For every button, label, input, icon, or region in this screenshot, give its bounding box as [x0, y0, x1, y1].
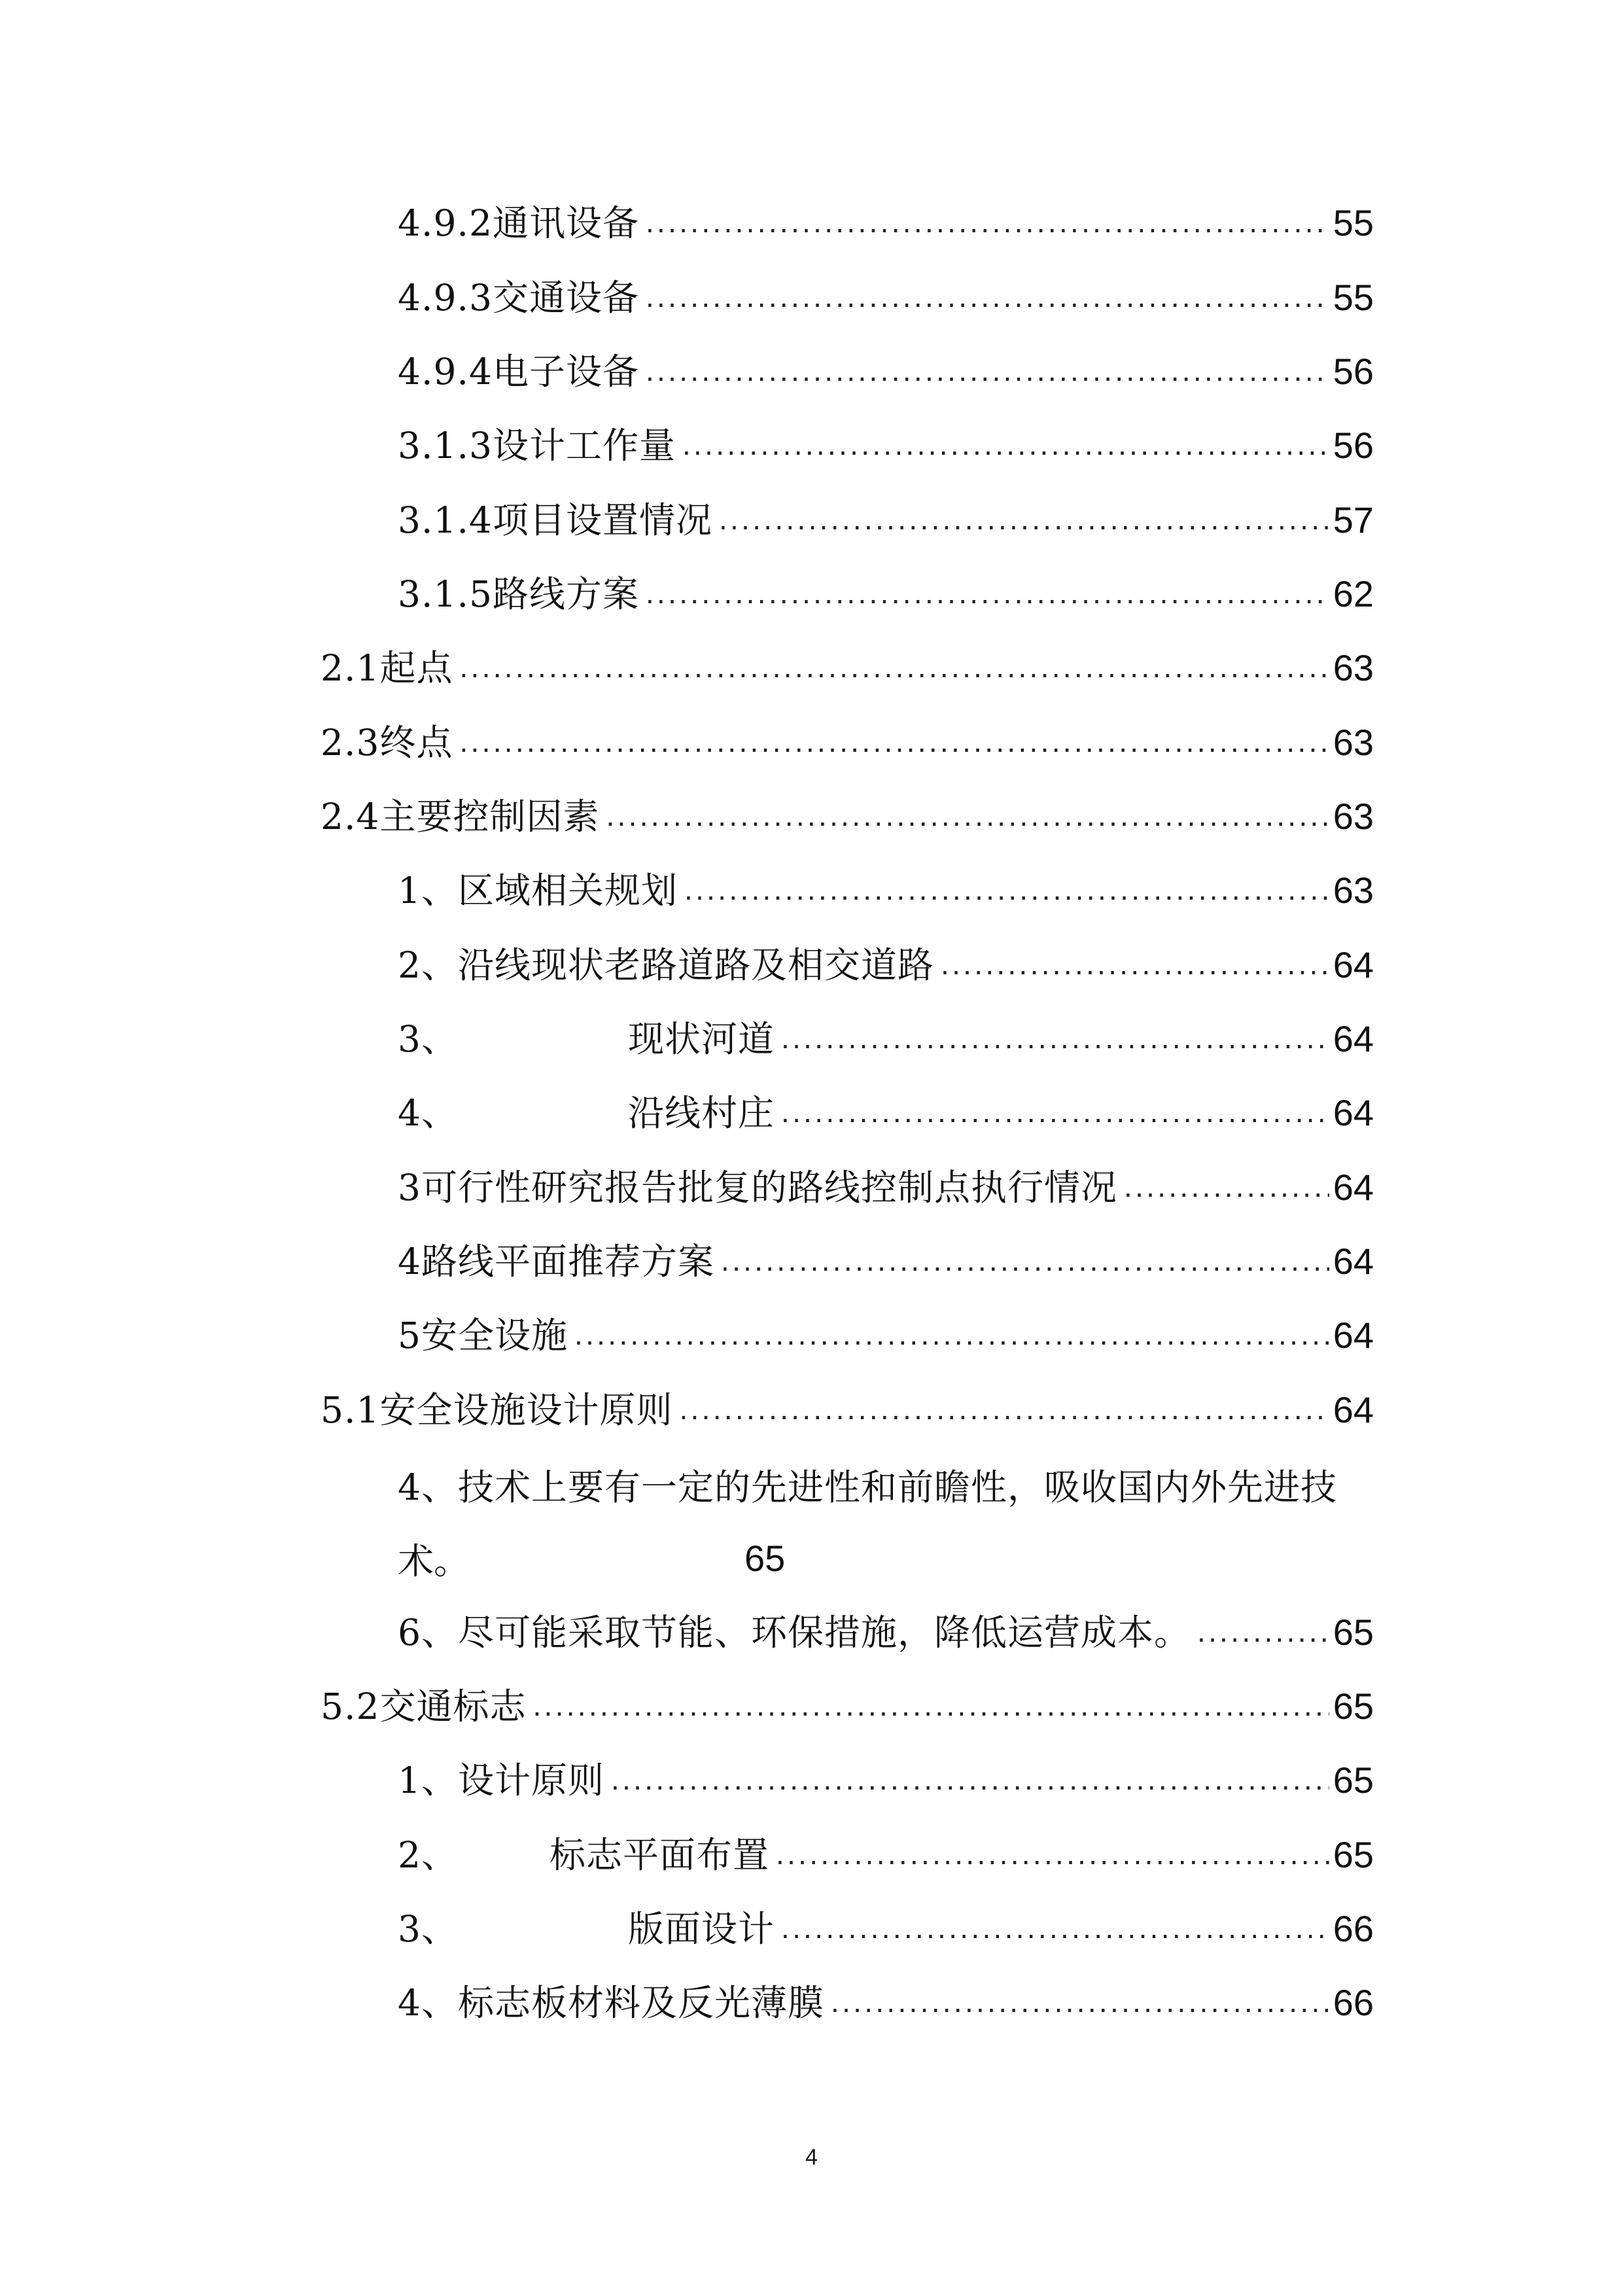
toc-entry-page: 64: [1333, 1018, 1374, 1059]
toc-entry-label: 6、尽可能采取节能、环保措施，降低运营成本。: [398, 1611, 1191, 1653]
toc-entry[interactable]: [398, 1224, 1374, 1299]
toc-entry[interactable]: [398, 334, 1374, 409]
toc-leader-dots: [679, 1394, 1329, 1447]
toc-entry[interactable]: [398, 1298, 1374, 1373]
toc-leader-dots: [532, 1690, 1329, 1744]
toc-entry-number: 4、: [398, 1091, 458, 1134]
toc-entry-page: 56: [1333, 425, 1374, 466]
page-number: 4: [805, 2145, 818, 2170]
toc-entry-page: 65: [1333, 1686, 1374, 1727]
toc-entry[interactable]: [398, 1595, 1374, 1670]
toc-entry-label: 5.2交通标志: [321, 1685, 527, 1727]
toc-leader-dots: [1124, 1171, 1329, 1225]
toc-leader-dots: [459, 726, 1329, 780]
toc-entry-label: [398, 1091, 775, 1134]
toc-entry-label: 2.1起点: [321, 646, 453, 689]
toc-entry[interactable]: [398, 186, 1374, 260]
toc-entry-page: 64: [1333, 1092, 1374, 1133]
toc-entry-label: 2.4主要控制因素: [321, 795, 600, 838]
toc-entry-page: 56: [1333, 351, 1374, 392]
toc-entry-page: 63: [1333, 870, 1374, 911]
toc-entry[interactable]: [321, 631, 1374, 705]
toc-entry-page: 55: [1333, 202, 1374, 243]
toc-entry[interactable]: [398, 1150, 1374, 1225]
toc-leader-dots: [459, 652, 1329, 705]
toc-entry-number: 3、: [398, 1017, 458, 1060]
toc-entry[interactable]: [398, 483, 1374, 557]
toc-entry-wrapped-line2[interactable]: [398, 1521, 785, 1595]
toc-leader-dots: [646, 207, 1329, 260]
toc-entry-page: 65: [1333, 1834, 1374, 1875]
toc-entry-label: 1、设计原则: [398, 1759, 604, 1801]
toc-entry-title: 现状河道: [628, 1017, 775, 1060]
toc-entry-label: 3.1.4项目设置情况: [398, 499, 712, 541]
toc-entry-page: 63: [1333, 796, 1374, 837]
toc-entry[interactable]: [398, 557, 1374, 631]
toc-entry-label: 4.9.3交通设备: [398, 276, 639, 319]
toc-entry-page: 62: [1333, 573, 1374, 614]
toc-leader-dots: [776, 1839, 1329, 1892]
toc-entry-label: 3.1.3设计工作量: [398, 424, 676, 467]
toc-entry-label: 3可行性研究报告批复的路线控制点执行情况: [398, 1166, 1117, 1209]
toc-entry-page: 65: [744, 1537, 786, 1579]
toc-entry[interactable]: [398, 928, 1374, 1002]
toc-leader-dots: [781, 1097, 1329, 1150]
toc-entry[interactable]: [398, 1892, 1374, 1966]
toc-entry-label: 3.1.5路线方案: [398, 573, 639, 615]
toc-entry-page: 64: [1333, 1167, 1374, 1208]
toc-entry[interactable]: [321, 705, 1374, 780]
toc-entry-label: [398, 1833, 770, 1876]
toc-leader-dots: [831, 1987, 1329, 2040]
toc-leader-dots: [611, 1764, 1329, 1818]
toc-entry-label: [398, 1907, 775, 1950]
toc-entry[interactable]: [398, 1743, 1374, 1818]
toc-entry[interactable]: [398, 1002, 1374, 1076]
toc-leader-dots: [682, 429, 1329, 483]
toc-entry[interactable]: [321, 1373, 1374, 1447]
toc-leader-dots: [646, 281, 1329, 335]
toc-leader-dots: [646, 355, 1329, 409]
toc-entry-page: 64: [1333, 944, 1374, 985]
toc-entry-page: 63: [1333, 722, 1374, 763]
toc-entry-number: 3、: [398, 1907, 458, 1950]
toc-entry-page: 57: [1333, 499, 1374, 540]
toc-entry-label: 4.9.4电子设备: [398, 350, 639, 393]
toc-entry-label: 5.1安全设施设计原则: [321, 1388, 673, 1431]
toc-entry-title: 版面设计: [628, 1907, 775, 1950]
toc-entry-label: 术。: [398, 1540, 470, 1582]
toc-entry-label: 4路线平面推荐方案: [398, 1240, 714, 1282]
toc-entry-page: 66: [1333, 1982, 1374, 2023]
toc-entry-page: 65: [1333, 1759, 1374, 1801]
toc-entry-label: 2、沿线现状老路道路及相交道路: [398, 944, 934, 986]
toc-leader-dots: [781, 1023, 1329, 1076]
toc-entry-page: 66: [1333, 1908, 1374, 1949]
toc-entry-page: 64: [1333, 1241, 1374, 1282]
toc-entry[interactable]: [398, 853, 1374, 928]
toc-leader-dots: [1197, 1616, 1329, 1670]
toc-leader-dots: [606, 800, 1329, 854]
toc-entry[interactable]: [398, 408, 1374, 483]
toc-entry-title: 标志平面布置: [550, 1833, 770, 1876]
toc-leader-dots: [941, 949, 1329, 1002]
toc-entry[interactable]: [321, 779, 1374, 854]
toc-leader-dots: [719, 504, 1329, 557]
toc-entry[interactable]: [398, 1818, 1374, 1892]
toc-leader-dots: [684, 874, 1329, 928]
toc-entry-page: 63: [1333, 647, 1374, 688]
toc-entry-label: 5安全设施: [398, 1314, 568, 1356]
toc-entry-label: [398, 1017, 775, 1060]
toc-entry[interactable]: [321, 1669, 1374, 1744]
toc-entry[interactable]: [398, 1076, 1374, 1150]
toc-entry-wrapped-line1[interactable]: 4、技术上要有一定的先进性和前瞻性，吸收国内外先进技: [398, 1466, 1337, 1508]
toc-entry[interactable]: [398, 260, 1374, 335]
toc-entry-label: 4.9.2通讯设备: [398, 202, 639, 244]
toc-entry-label: 1、区域相关规划: [398, 869, 678, 911]
toc-entry-title: 沿线村庄: [628, 1091, 775, 1134]
toc-leader-dots: [721, 1245, 1329, 1299]
toc-entry-page: 65: [1333, 1612, 1374, 1653]
toc-entry-label: 2.3终点: [321, 721, 453, 764]
toc-entry[interactable]: [398, 1966, 1374, 2040]
toc-entry-page: 64: [1333, 1389, 1374, 1430]
toc-entry-label: 4、标志板材料及反光薄膜: [398, 1981, 824, 2024]
toc-entry-page: 64: [1333, 1315, 1374, 1356]
toc-entry-page: 55: [1333, 277, 1374, 318]
toc-entry-number: 2、: [398, 1833, 458, 1876]
toc-leader-dots: [781, 1913, 1329, 1966]
toc-leader-dots: [646, 578, 1329, 631]
toc-leader-dots: [574, 1319, 1329, 1373]
